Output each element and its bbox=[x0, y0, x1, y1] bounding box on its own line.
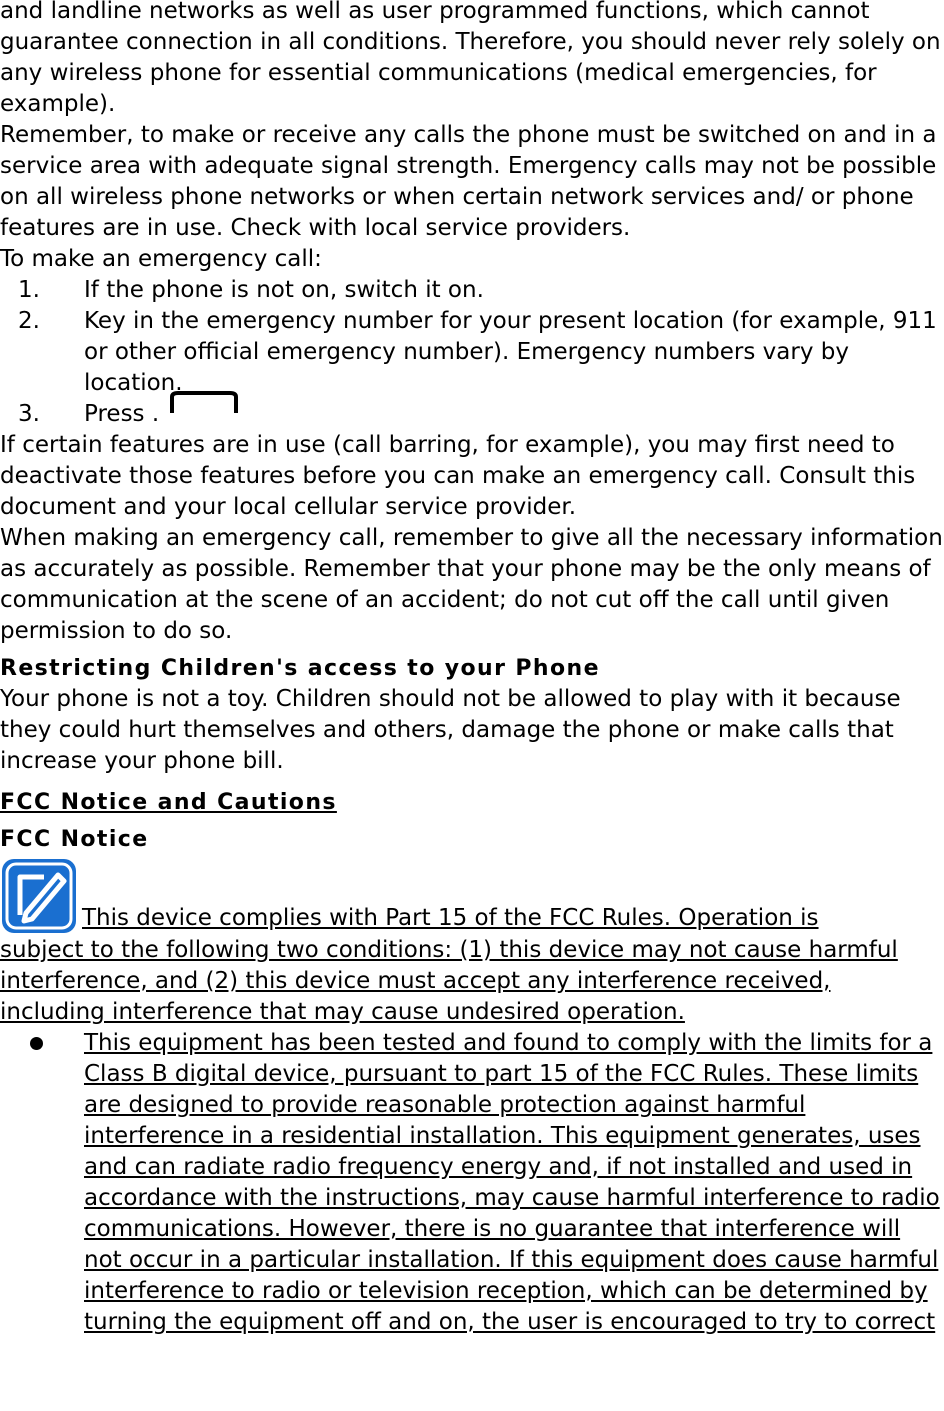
note-pencil-icon bbox=[0, 857, 78, 935]
fcc-note-first-line: This device complies with Part 15 of the FCC Rules. Operation is bbox=[82, 905, 819, 931]
heading-fcc-notice: FCC Notice bbox=[0, 827, 149, 852]
step-item bbox=[0, 275, 944, 306]
call-key-icon bbox=[168, 391, 240, 413]
emergency-call-intro: To make an emergency call: bbox=[0, 246, 322, 272]
heading-restricting-children: Restricting Children's access to your Phone bbox=[0, 656, 600, 681]
list-item bbox=[0, 1028, 944, 1338]
paragraph-intro: and landline networks as well as user programmed functions, which cannot guarantee connection in all conditions. Therefore, you should never rely solely on any wireless phone for essential communications (medical emergencies, for example). bbox=[0, 0, 941, 117]
paragraph-certain-features: If certain features are in use (call barring, for example), you may first need to deactivate those features before you can make an emergency call. Consult this document and your local cellular service provider. bbox=[0, 432, 916, 520]
step-number: 2. bbox=[18, 308, 40, 334]
step-item bbox=[0, 306, 944, 399]
paragraph-making-call: When making an emergency call, remember to give all the necessary information as accurately as possible. Remember that your phone may be the only means of communication at the scene of an accident; do not cut off the call until given permission to do so. bbox=[0, 525, 943, 644]
step-number: 1. bbox=[18, 277, 40, 303]
fcc-bullet-list bbox=[0, 1028, 944, 1338]
step-text: Press . bbox=[84, 401, 160, 427]
step-item bbox=[0, 399, 944, 430]
step-number: 3. bbox=[18, 401, 40, 427]
step-text: If the phone is not on, switch it on. bbox=[84, 277, 484, 303]
paragraph-not-a-toy: Your phone is not a toy. Children should not be allowed to play with it because they could hurt themselves and others, damage the phone or make calls that increase your phone bill. bbox=[0, 686, 901, 774]
fcc-note-row bbox=[0, 857, 944, 935]
paragraph-remember: Remember, to make or receive any calls the phone must be switched on and in a service area with adequate signal strength. Emergency calls may not be possible on all wireless phone networks or when certain network services and/ or phone features are in use. Check with local service providers. bbox=[0, 122, 937, 241]
heading-fcc-notice-cautions: FCC Notice and Cautions bbox=[0, 790, 337, 815]
fcc-note-conditions: subject to the following two conditions: (1) this device may not cause harmful interference, and (2) this device must accept any interference received, including interference that may cause undesired operation. bbox=[0, 937, 898, 1025]
step-text: Key in the emergency number for your present location (for example, 911 or other official emergency number). Emergency numbers vary by location. bbox=[84, 308, 937, 396]
emergency-steps-list bbox=[0, 275, 944, 430]
bullet-text: This equipment has been tested and found to comply with the limits for a Class B digital device, pursuant to part 15 of the FCC Rules. These limits are designed to provide reasonable protection against harmful interference in a residential installation. This equipment generates, uses and can radiate radio frequency energy and, if not installed and used in accordance with the instructions, may cause harmful interference to radio communications. However, there is no guarantee that interference will not occur in a particular installation. If this equipment does cause harmful interference to radio or television reception, which can be determined by turning the equipment off and on, the user is encouraged to try to correct bbox=[84, 1030, 940, 1335]
bullet-dot bbox=[30, 1037, 43, 1050]
